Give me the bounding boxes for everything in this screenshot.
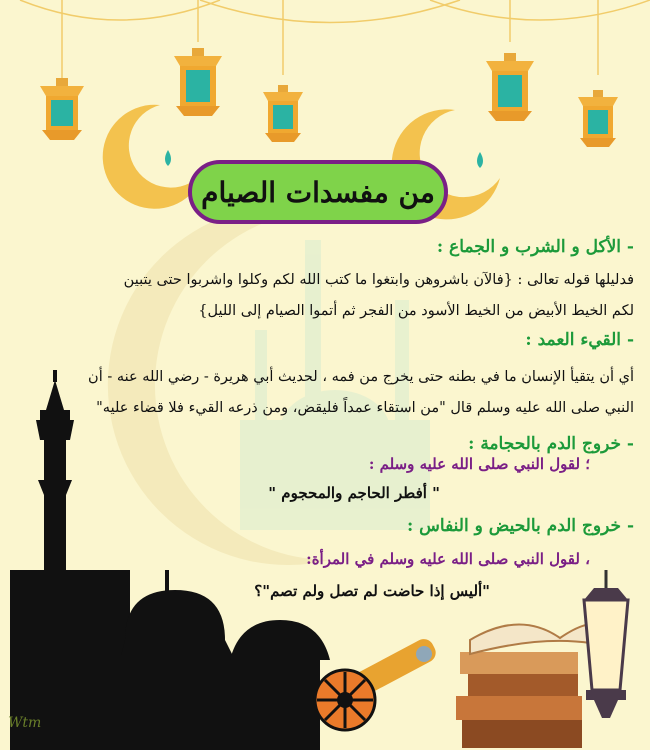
- hadith-quote: " أفطر الحاجم والمحجوم ": [268, 484, 440, 502]
- lantern-icon: [578, 90, 618, 147]
- flame-icon: [165, 150, 171, 166]
- signature: Wtm: [8, 715, 42, 731]
- hadith-quote: "أليس إذا حاضت لم تصل ولم تصم"؟: [254, 582, 490, 600]
- section-heading: - خروج الدم بالحجامة :: [468, 434, 634, 454]
- hadith-intro: ؛ لقول النبي صلى الله عليه وسلم :: [368, 455, 590, 473]
- section-heading: - الأكل و الشرب و الجماع :: [436, 237, 634, 257]
- section-line: فدليلها قوله تعالى : {فالآن باشروهن وابتغوا ما كتب الله لكم وكلوا واشربوا حتى يتبين: [123, 272, 634, 288]
- lantern-strings: [20, 0, 650, 80]
- section-heading: - القيء العمد :: [525, 330, 634, 350]
- section-line: أي أن يتقيأ الإنسان ما في بطنه حتى يخرج من فمه ، لحديث أبي هريرة - رضي الله عنه - أن: [88, 369, 634, 385]
- cannon-icon: [315, 636, 439, 730]
- title-badge: [188, 160, 448, 224]
- section-heading: - خروج الدم بالحيض و النفاس :: [406, 516, 634, 536]
- section-line: لكم الخيط الأبيض من الخيط الأسود من الفجر ثم أتموا الصيام إلى الليل}: [198, 303, 634, 319]
- lantern-icon: [40, 78, 84, 140]
- lantern-icon: [486, 53, 534, 121]
- page-title: من مفسدات الصيام: [201, 175, 435, 209]
- flame-icon: [477, 152, 483, 168]
- lantern-icon: [263, 85, 303, 142]
- hanging-lamp-icon: [584, 570, 628, 718]
- lantern-icon: [174, 48, 222, 116]
- section-line: النبي صلى الله عليه وسلم قال "من استقاء عمداً فليقض، ومن ذرعه القيء فلا قضاء عليه": [96, 400, 634, 416]
- hadith-intro: ، لقول النبي صلى الله عليه وسلم في المرأة:: [306, 550, 590, 568]
